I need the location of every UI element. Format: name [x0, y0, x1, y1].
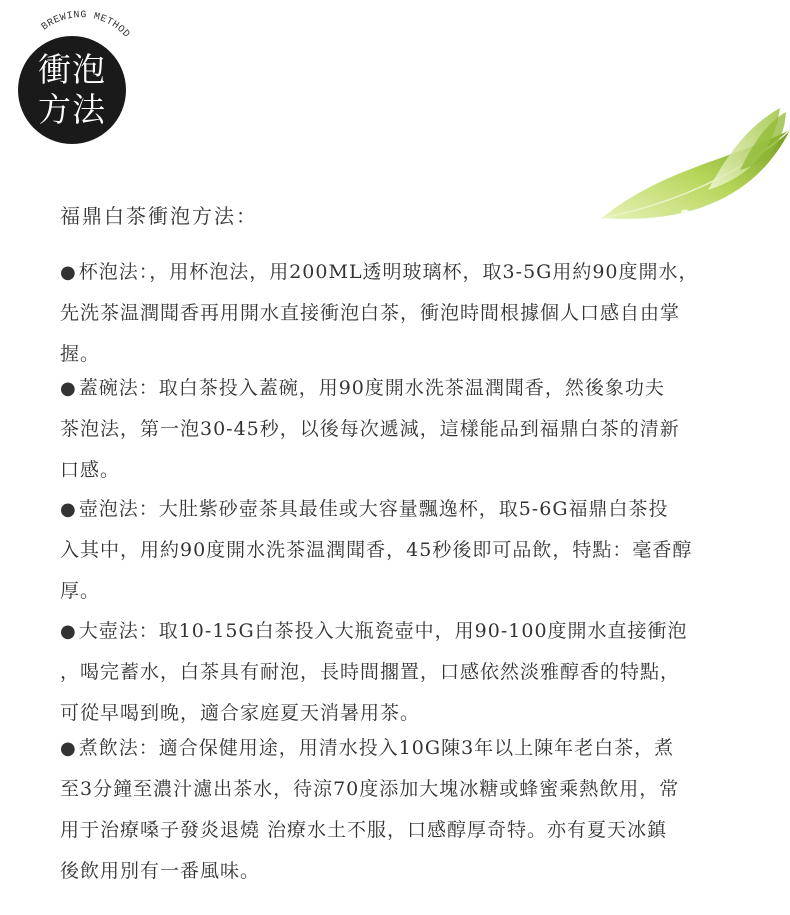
bullet-icon: ● [60, 378, 77, 399]
text-line: 厚。 [60, 580, 101, 602]
arc-label-text: BREWING METHOD [39, 10, 132, 41]
text-line: ● 煮飲法：適合保健用途，用清水投入10G陳3年以上陳年老白茶，煮 [60, 728, 750, 769]
badge-line-2: 方法 [38, 90, 106, 129]
tea-leaf-icon [590, 100, 790, 240]
section-gaiwan-brewing [60, 368, 750, 491]
text-line: 握。 [60, 343, 101, 365]
text-line: ● 蓋碗法：取白茶投入蓋碗，用90度開水洗茶温潤聞香，然後象功夫 [60, 368, 750, 409]
text-line: 可從早喝到晚，適合家庭夏天消暑用茶。 [60, 702, 421, 724]
text-line: 後飲用別有一番風味。 [60, 860, 261, 882]
page-title: 福鼎白茶衝泡方法： [60, 204, 258, 228]
text-line: 至3分鐘至濃汁濾出茶水，待涼70度添加大塊冰糖或蜂蜜乘熱飲用，常 [60, 778, 680, 800]
badge-line-1: 衝泡 [38, 50, 106, 89]
text-line: 入其中，用約90度開水洗茶温潤聞香，45秒後即可品飲，特點：毫香醇 [60, 539, 693, 561]
text-line: 先洗茶温潤聞香再用開水直接衝泡白茶，衝泡時間根據個人口感自由掌 [60, 302, 681, 324]
section-large-pot-brewing [60, 611, 750, 734]
badge-arc-label [0, 0, 200, 120]
svg-text:BREWING METHOD [40, 10, 132, 41]
section-cup-brewing [60, 252, 750, 375]
text-line: ，喝完蓄水，白茶具有耐泡，長時間擱置，口感依然淡雅醇香的特點， [60, 661, 681, 683]
bullet-icon: ● [60, 621, 77, 642]
text-line: ● 壺泡法：大肚紫砂壺茶具最佳或大容量飄逸杯，取5-6G福鼎白茶投 [60, 489, 750, 530]
text-line: 茶泡法，第一泡30-45秒，以後每次遞減，這樣能品到福鼎白茶的清新 [60, 418, 680, 440]
bullet-icon: ● [60, 262, 77, 283]
text-line: ● 大壺法：取10-15G白茶投入大瓶瓷壺中，用90-100度開水直接衝泡 [60, 611, 750, 652]
bullet-icon: ● [60, 738, 77, 759]
section-boiling-brewing [60, 728, 750, 892]
bullet-icon: ● [60, 499, 77, 520]
text-line: 用于治療嗓子發炎退燒 治療水土不服，口感醇厚奇特。亦有夏天冰鎮 [60, 819, 668, 841]
text-line: 口感。 [60, 459, 121, 481]
text-line: ● 杯泡法：，用杯泡法，用200ML透明玻璃杯，取3-5G用約90度開水， [60, 252, 750, 293]
section-pot-brewing [60, 489, 750, 612]
